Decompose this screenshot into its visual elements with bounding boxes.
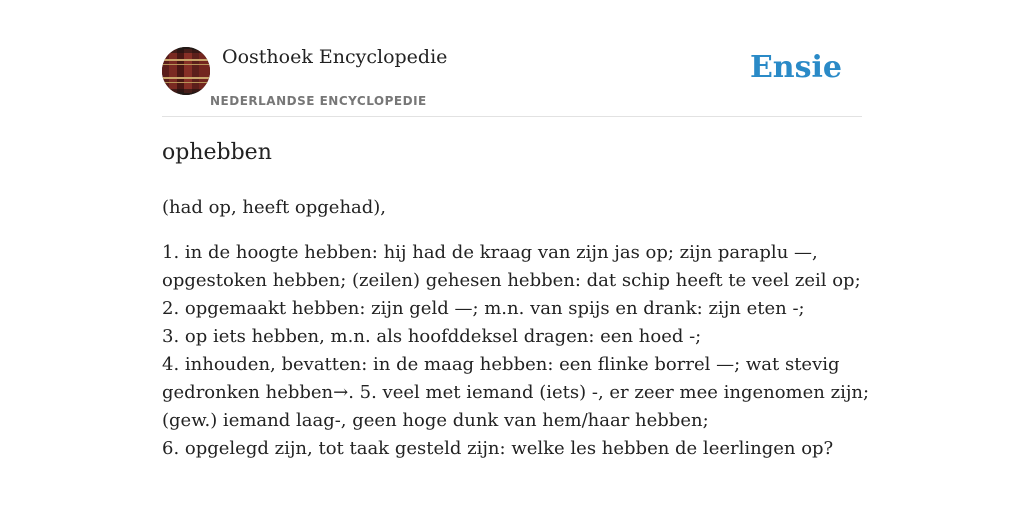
- definition-line: gedronken hebben→. 5. veel met iemand (iets) -, er zeer mee ingenomen zijn;: [162, 382, 870, 403]
- definition-line: 4. inhouden, bevatten: in de maag hebben: een flinke borrel —; wat stevig: [162, 354, 840, 375]
- definition-line: (gew.) iemand laag-, geen hoge dunk van hem/haar hebben;: [162, 410, 709, 431]
- brand-logo-link[interactable]: Ensie: [749, 50, 842, 85]
- definition-line: 3. op iets hebben, m.n. als hoofddeksel dragen: een hoed -;: [162, 326, 702, 347]
- entry-title: ophebben: [162, 140, 272, 165]
- definition-line: opgestoken hebben; (zeilen) gehesen hebben: dat schip heeft te veel zeil op;: [162, 270, 861, 291]
- encyclopedia-books-icon[interactable]: [162, 47, 210, 95]
- definition-line: 2. opgemaakt hebben: zijn geld —; m.n. van spijs en drank: zijn eten -;: [162, 298, 805, 319]
- entry-definition: [162, 239, 870, 463]
- site-header: [162, 0, 862, 117]
- site-subtitle: NEDERLANDSE ENCYCLOPEDIE: [210, 94, 427, 108]
- definition-line: 1. in de hoogte hebben: hij had de kraag van zijn jas op; zijn paraplu —,: [162, 242, 818, 263]
- site-title[interactable]: Oosthoek Encyclopedie: [222, 46, 448, 68]
- definition-line: 6. opgelegd zijn, tot taak gesteld zijn: welke les hebben de leerlingen op?: [162, 438, 834, 459]
- entry-grammar: (had op, heeft opgehad),: [162, 197, 387, 218]
